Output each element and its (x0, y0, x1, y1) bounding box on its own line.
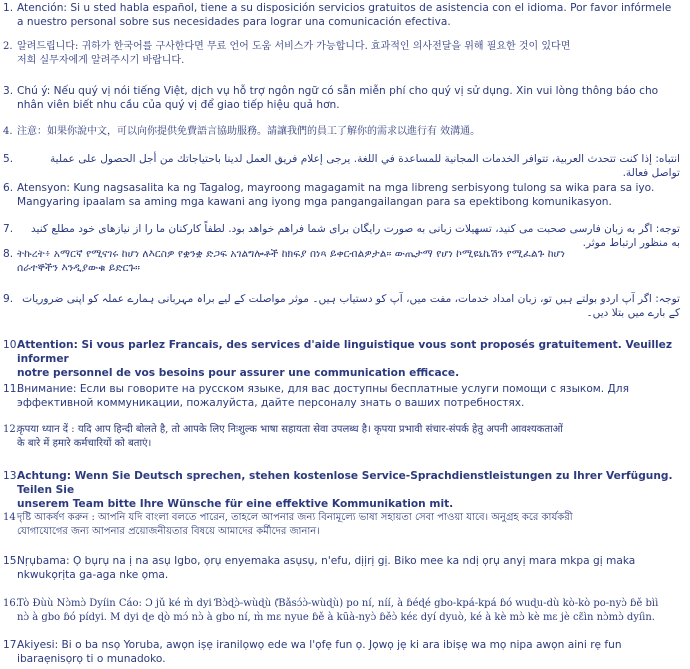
notice-text: Nṛụbama: Ọ bụrụ na ị na asụ Igbo, ọrụ enyemaka asụsụ, n'efu, dịịrị gị. Biko mee ka ndị ọrụ anyị mara mkpa gị maka nkwukọrịta ga-aga nke ọma. (17, 555, 636, 582)
item-number: 8. (3, 248, 14, 260)
item-number: 14 (3, 512, 16, 523)
notice-text: Achtung: Wenn Sie Deutsch sprechen, stehen kostenlose Service-Sprachdienstleistungen zu Ihrer Verfügung. Teilen Sie unserem Team bitte Ihre Wünsche für eine effektive Kommunikation mit. (17, 470, 673, 511)
item-number: 12. (3, 424, 19, 435)
item-number: 2. (3, 41, 13, 52)
notice-text: توجه: اگر به زبان فارسی صحبت می کنید، تسهیلات زبانی به صورت رایگان برای شما فراهم خواهد بود. لطفاً کارکنان ما را از نیازهای خود مطلع کنید به منظور ارتباط موثر. (30, 223, 680, 250)
item-number: 10. (3, 339, 20, 351)
item-number: 17. (3, 639, 20, 651)
item-number: 6. (3, 182, 14, 194)
notice-text: Atención: Si u sted habla español, tiene a su disposición servicios gratuitos de asistencia con el idioma. Por favor infórmele a nuestro personal sobre sus necesidades para lograr una comunicación efectiva. (17, 2, 672, 29)
notice-text: Akiyesi: Bi o ba nsọ Yoruba, awọn iṣẹ iranilọwọ ede wa l'ọfẹ fun ọ. Jọwọ jẹ ki ara ibiṣẹ wa mọ nipa awọn aini rẹ fun ibaraẹnisọrọ ti o munadoko. (17, 639, 622, 666)
notice-text: দৃষ্টি আকর্ষণ করুন : আপনি যদি বাংলা বলতে পারেন, তাহলে আপনার জন্য বিনামূল্যে ভাষা সহায়তা সেবা পাওয়া যাবে। অনুগ্রহ করে কার্যকরী যোগাযোগের জন্য আপনার প্রয়োজনীয়তার বিষয়ে আমাদের কর্মীদের জানান। (17, 512, 573, 538)
notice-text: Внимание: Если вы говорите на русском языке, для вас доступны бесплатные услуги помощи с языком. Для эффективной коммуникации, пожалуйста, дайте персоналу знать о ваших потребностях. (17, 383, 629, 410)
item-number: 7. (3, 223, 14, 235)
notice-text: Atensyon: Kung nagsasalita ka ng Tagalog, mayroong magagamit na mga libreng serbisyong tulong sa wika para sa iyo. Mangyaring ipaalam sa aming mga kawani ang iyong mga pangangailangan para sa epektibong komunikasyon. (17, 182, 655, 209)
notice-text: कृपया ध्यान दें : यदि आप हिन्दी बोलते है, तो आपके लिए निःशुल्क भाषा सहायता सेवा उपलब्ध है। कृपया प्रभावी संचार-संपर्क हेतु अपनी आवश्यकताओं के बारे में हमारे कर्मचारियों को बताएं। (17, 424, 563, 450)
item-number: 5. (3, 153, 14, 165)
notice-text: Attention: Si vous parlez Francais, des services d'aide linguistique vous sont proposés gratuitement. Veuillez informer notre personnel de vos besoins pour assurer une communication efficace. (17, 339, 673, 380)
notice-text: 알려드립니다: 귀하가 한국어를 구사한다면 무료 언어 도움 서비스가 가능합니다. 효과적인 의사전달을 위해 필요한 것이 있다면 저희 실무자에게 알려주시기 바랍니다. (17, 41, 571, 67)
item-number: 3. (3, 85, 14, 97)
item-number: 15. (3, 555, 20, 567)
item-number: 16. (3, 598, 19, 609)
item-number: 13. (3, 470, 20, 482)
notice-text: ትኩረት፥ አማርኛ የሚናገሩ ከሆነ ለእርስዎ የቋንቋ ድጋፍ አገልግሎቶች ከክፍያ በነጻ ይቀርብልዎታል። ውጤታማ የሆነ ኮሚዩኒኬሽን የሚፈልጉ ከሆነ ሰራተኞችን እንዲያውቁ ይድርጉ። (17, 248, 565, 275)
notice-text: Chú ý: Nếu quý vị nói tiếng Việt, dịch vụ hỗ trợ ngôn ngữ có sẵn miễn phí cho quý vị sử dụng. Xin vui lòng thông báo cho nhân viên biết nhu cầu của quý vị để giao tiếp hiệu quả hơn. (17, 85, 659, 112)
notice-text: Tò Ɖùù Nɔ̀mɔ̀ Dyíin Cáo: Ɔ jǔ ké m̀ dyi Ɓɔ̀ɖɔ̀-wùɖù (Ɓǎsɔ́ɔ̀-wùɖù) po ní, níí, à ɓéɖé gbo-kpá-kpá ɓó wuɖu-dù kò-kò po-nyɔ̀ ɓě bìì nɔ̀ à gbo ɓó pídyi. M dyi ɖe ɖò mɔ́ nɔ̀ à gbo ní, m̀ mɛ nyue ɓě à kũà-nyɔ̀ ɓěɔ̀ kéɛ dyí dyuò, ké à kè mɔ̀ kè mɛ jè cɛ̃ìn nɔ̀mɔ̀ dyíìn. (17, 598, 659, 624)
notice-text: 注意：如果你說中文，可以向你提供免費語言協助服務。請讓我們的員工了解你的需求以進行有 效溝通。 (17, 126, 481, 137)
notice-text: انتباه: إذا كنت تتحدث العربية، تتوافر الخدمات المجانية للمساعدة في اللغة. يرجى إعلام فريق العمل لدينا باحتياجاتك من أجل الحصول على عملية تواصل فعالة. (50, 153, 680, 180)
notice-text: توجہ: اگر آپ اردو بولتے ہیں تو، زبان امداد خدمات، مفت میں، آپ کو دستیاب ہیں۔ موثر مواصلت کے لیے براہ مہربانی ہمارے عملہ کو اپنی ضروریات کے بارے میں بتلا دیں۔ (22, 293, 680, 320)
item-number: 9. (3, 293, 14, 305)
item-number: 1. (3, 2, 14, 14)
item-number: 11. (3, 383, 20, 395)
item-number: 4. (3, 126, 13, 137)
